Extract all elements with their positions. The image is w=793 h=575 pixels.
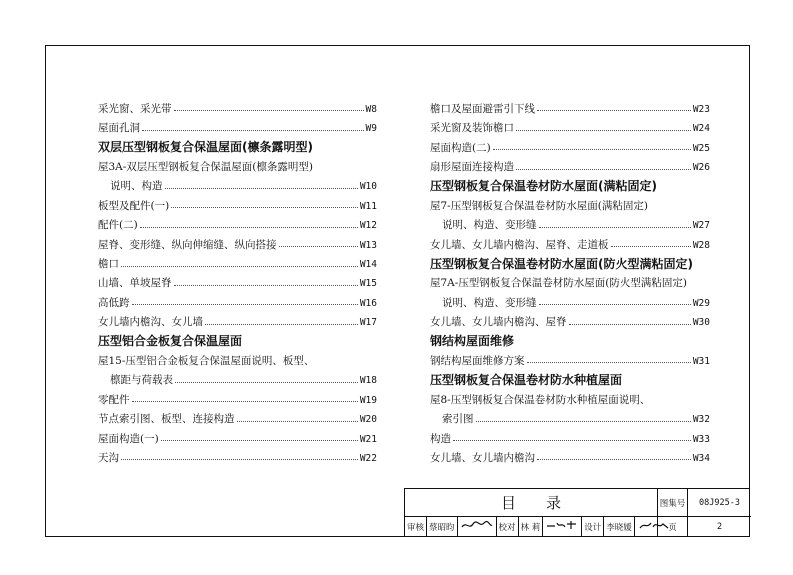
toc-page-number: W17 bbox=[359, 317, 377, 329]
toc-page-number: W16 bbox=[359, 297, 377, 309]
dot-leader bbox=[537, 109, 691, 111]
toc-page-number: W21 bbox=[359, 433, 377, 445]
toc-page-number: W10 bbox=[359, 181, 377, 193]
designer-signature bbox=[635, 519, 673, 534]
toc-entry bbox=[98, 250, 377, 269]
toc-entry bbox=[430, 347, 710, 366]
toc-page-number: W15 bbox=[359, 278, 377, 290]
designer-name: 李晓媛 bbox=[606, 522, 632, 533]
toc-entry-title: 钢结构屋面维修 bbox=[430, 334, 515, 349]
toc-page-number: W29 bbox=[692, 297, 710, 309]
toc-entry bbox=[430, 114, 710, 133]
toc-page-number: W9 bbox=[365, 123, 377, 135]
dot-leader bbox=[453, 439, 691, 441]
toc-entry-title: 零配件 bbox=[98, 393, 130, 406]
page-number: 2 bbox=[716, 521, 723, 532]
toc-section-heading bbox=[430, 366, 710, 385]
toc-right-column bbox=[430, 95, 710, 463]
toc-page-number: W8 bbox=[365, 103, 377, 115]
toc-entry bbox=[98, 444, 377, 463]
toc-entry-title: 女儿墙、女儿墙内檐沟、屋脊、走道板 bbox=[430, 238, 609, 251]
dot-leader bbox=[569, 323, 691, 325]
toc-entry bbox=[98, 192, 377, 211]
toc-entry bbox=[430, 95, 710, 114]
toc-entry bbox=[98, 386, 377, 405]
dot-leader bbox=[537, 458, 691, 460]
toc-page-number: W12 bbox=[359, 220, 377, 232]
toc-entry-title: 屋脊、变形缝、纵向伸缩缝、纵向搭接 bbox=[98, 238, 277, 251]
toc-entry-title: 采光窗、采光带 bbox=[98, 102, 172, 115]
dot-leader bbox=[539, 226, 691, 228]
toc-section-heading bbox=[430, 250, 710, 269]
toc-entry-title: 屋15-压型铝合金板复合保温屋面说明、板型、 bbox=[98, 354, 315, 367]
toc-entry-title: 女儿墙、女儿墙内檐沟 bbox=[430, 451, 535, 464]
toc-entry bbox=[98, 366, 377, 385]
atlas-number-label: 图集号 bbox=[658, 489, 688, 517]
dot-leader bbox=[205, 323, 358, 325]
toc-entry bbox=[430, 231, 710, 250]
dot-leader bbox=[516, 129, 691, 131]
toc-entry bbox=[98, 114, 377, 133]
dot-leader bbox=[165, 187, 358, 189]
dot-leader bbox=[140, 226, 358, 228]
toc-entry-title: 说明、构造、变形缝 bbox=[442, 219, 537, 232]
toc-entry-title: 屋面孔洞 bbox=[98, 122, 140, 135]
dot-leader bbox=[237, 420, 358, 422]
toc-section-heading bbox=[430, 173, 710, 192]
toc-entry-title: 压型钢板复合保温卷材防水屋面(防火型满粘固定) bbox=[430, 256, 693, 271]
toc-page-number: W34 bbox=[692, 452, 710, 464]
toc-page-number: W19 bbox=[359, 394, 377, 406]
toc-entry-title: 檩距与荷载表 bbox=[110, 374, 173, 387]
toc-entry-title: 配件(二) bbox=[98, 219, 138, 232]
toc-left-column bbox=[98, 95, 377, 463]
toc-entry bbox=[98, 270, 377, 289]
toc-page-number: W30 bbox=[692, 317, 710, 329]
dot-leader bbox=[493, 148, 691, 150]
toc-entry bbox=[430, 270, 710, 289]
dot-leader bbox=[174, 109, 364, 111]
dot-leader bbox=[171, 206, 358, 208]
toc-entry bbox=[430, 192, 710, 211]
dot-leader bbox=[539, 303, 691, 305]
toc-page-number: W32 bbox=[692, 414, 710, 426]
dot-leader bbox=[161, 439, 358, 441]
toc-entry bbox=[430, 153, 710, 172]
toc-entry-title: 节点索引图、板型、连接构造 bbox=[98, 413, 235, 426]
toc-entry bbox=[430, 308, 710, 327]
checker-name: 林 莉 bbox=[520, 522, 541, 533]
toc-entry-title: 扇形屋面连接构造 bbox=[430, 161, 514, 174]
checker-signature bbox=[543, 519, 581, 534]
reviewer-signature bbox=[458, 519, 496, 534]
toc-entry-title: 檐口 bbox=[98, 258, 119, 271]
toc-entry-title: 屋8-压型钢板复合保温卷材防水种植屋面说明、 bbox=[430, 393, 651, 406]
toc-page-number: W22 bbox=[359, 452, 377, 464]
dot-leader bbox=[611, 245, 691, 247]
toc-entry-title: 檐口及屋面避雷引下线 bbox=[430, 102, 535, 115]
dot-leader bbox=[142, 129, 364, 131]
toc-entry bbox=[98, 95, 377, 114]
toc-page-number: W25 bbox=[692, 142, 710, 154]
toc-entry bbox=[430, 386, 710, 405]
dot-leader bbox=[279, 245, 358, 247]
toc-entry bbox=[98, 211, 377, 230]
toc-entry-title: 高低跨 bbox=[98, 296, 130, 309]
toc-entry-title: 天沟 bbox=[98, 451, 119, 464]
dot-leader bbox=[132, 303, 358, 305]
dot-leader bbox=[174, 284, 358, 286]
toc-entry-title: 说明、构造、变形缝 bbox=[442, 296, 537, 309]
toc-entry-title: 压型钢板复合保温卷材防水屋面(满粘固定) bbox=[430, 178, 657, 193]
toc-entry bbox=[98, 173, 377, 192]
toc-entry-title: 说明、构造 bbox=[110, 180, 163, 193]
toc-entry bbox=[98, 425, 377, 444]
toc-section-heading bbox=[98, 328, 377, 347]
toc-entry bbox=[98, 347, 377, 366]
toc-section-heading bbox=[430, 328, 710, 347]
catalog-title: 目录 bbox=[405, 489, 658, 517]
toc-page-number: W20 bbox=[359, 414, 377, 426]
toc-page-number: W33 bbox=[692, 433, 710, 445]
toc-page-number: W11 bbox=[359, 200, 377, 212]
toc-entry-title: 压型铝合金板复合保温屋面 bbox=[98, 334, 243, 349]
toc-page-number: W26 bbox=[692, 162, 710, 174]
atlas-number: 08J925-3 bbox=[688, 489, 751, 517]
toc-entry-title: 压型钢板复合保温卷材防水种植屋面 bbox=[430, 372, 623, 387]
toc-entry-title: 板型及配件(一) bbox=[98, 199, 170, 212]
toc-entry-title: 钢结构屋面维修方案 bbox=[430, 354, 525, 367]
dot-leader bbox=[132, 400, 358, 402]
toc-entry-title: 屋7-压型钢板复合保温卷材防水屋面(满粘固定) bbox=[430, 199, 648, 212]
toc-entry-title: 索引图 bbox=[442, 413, 474, 426]
design-label: 设计 bbox=[584, 522, 602, 533]
toc-entry-title: 屋面构造(一) bbox=[98, 432, 159, 445]
toc-entry bbox=[98, 308, 377, 327]
dot-leader bbox=[121, 458, 358, 460]
reviewer-name: 蔡昭昀 bbox=[429, 522, 455, 533]
toc-entry-title: 双层压型钢板复合保温屋面(檩条露明型) bbox=[98, 140, 313, 155]
dot-leader bbox=[516, 168, 691, 170]
toc-entry-title: 采光窗及装饰檐口 bbox=[430, 122, 514, 135]
toc-page-number: W28 bbox=[692, 239, 710, 251]
toc-page-number: W18 bbox=[359, 375, 377, 387]
toc-entry-title: 屋3A-双层压型钢板复合保温屋面(檩条露明型) bbox=[98, 161, 314, 174]
toc-section-heading bbox=[98, 134, 377, 153]
toc-page-number: W13 bbox=[359, 239, 377, 251]
toc-entry-title: 女儿墙、女儿墙内檐沟、屋脊 bbox=[430, 316, 567, 329]
toc-entry bbox=[430, 425, 710, 444]
toc-page-number: W23 bbox=[692, 103, 710, 115]
page-label: 页 bbox=[658, 517, 688, 536]
toc-entry bbox=[98, 153, 377, 172]
signature-row bbox=[405, 517, 658, 536]
toc-entry bbox=[430, 211, 710, 230]
toc-entry bbox=[430, 134, 710, 153]
toc-page-number: W31 bbox=[692, 355, 710, 367]
toc-entry bbox=[98, 405, 377, 424]
toc-entry bbox=[98, 289, 377, 308]
toc-page-number: W27 bbox=[692, 220, 710, 232]
toc-entry-title: 构造 bbox=[430, 432, 451, 445]
toc-entry-title: 山墙、单坡屋脊 bbox=[98, 277, 172, 290]
dot-leader bbox=[121, 265, 358, 267]
toc-entry-title: 女儿墙内檐沟、女儿墙 bbox=[98, 316, 203, 329]
toc-entry bbox=[430, 405, 710, 424]
toc-page-number: W24 bbox=[692, 123, 710, 135]
dot-leader bbox=[175, 381, 358, 383]
dot-leader bbox=[476, 420, 691, 422]
toc-page-number: W14 bbox=[359, 259, 377, 271]
toc-entry-title: 屋7A-压型钢板复合保温卷材防水屋面(防火型满粘固定) bbox=[430, 277, 688, 290]
dot-leader bbox=[527, 361, 691, 363]
toc-entry bbox=[430, 289, 710, 308]
toc-entry-title: 屋面构造(二) bbox=[430, 141, 491, 154]
check-label: 校对 bbox=[498, 522, 516, 533]
toc-entry bbox=[430, 444, 710, 463]
title-block bbox=[404, 488, 750, 536]
review-label: 审核 bbox=[407, 522, 425, 533]
toc-entry bbox=[98, 231, 377, 250]
